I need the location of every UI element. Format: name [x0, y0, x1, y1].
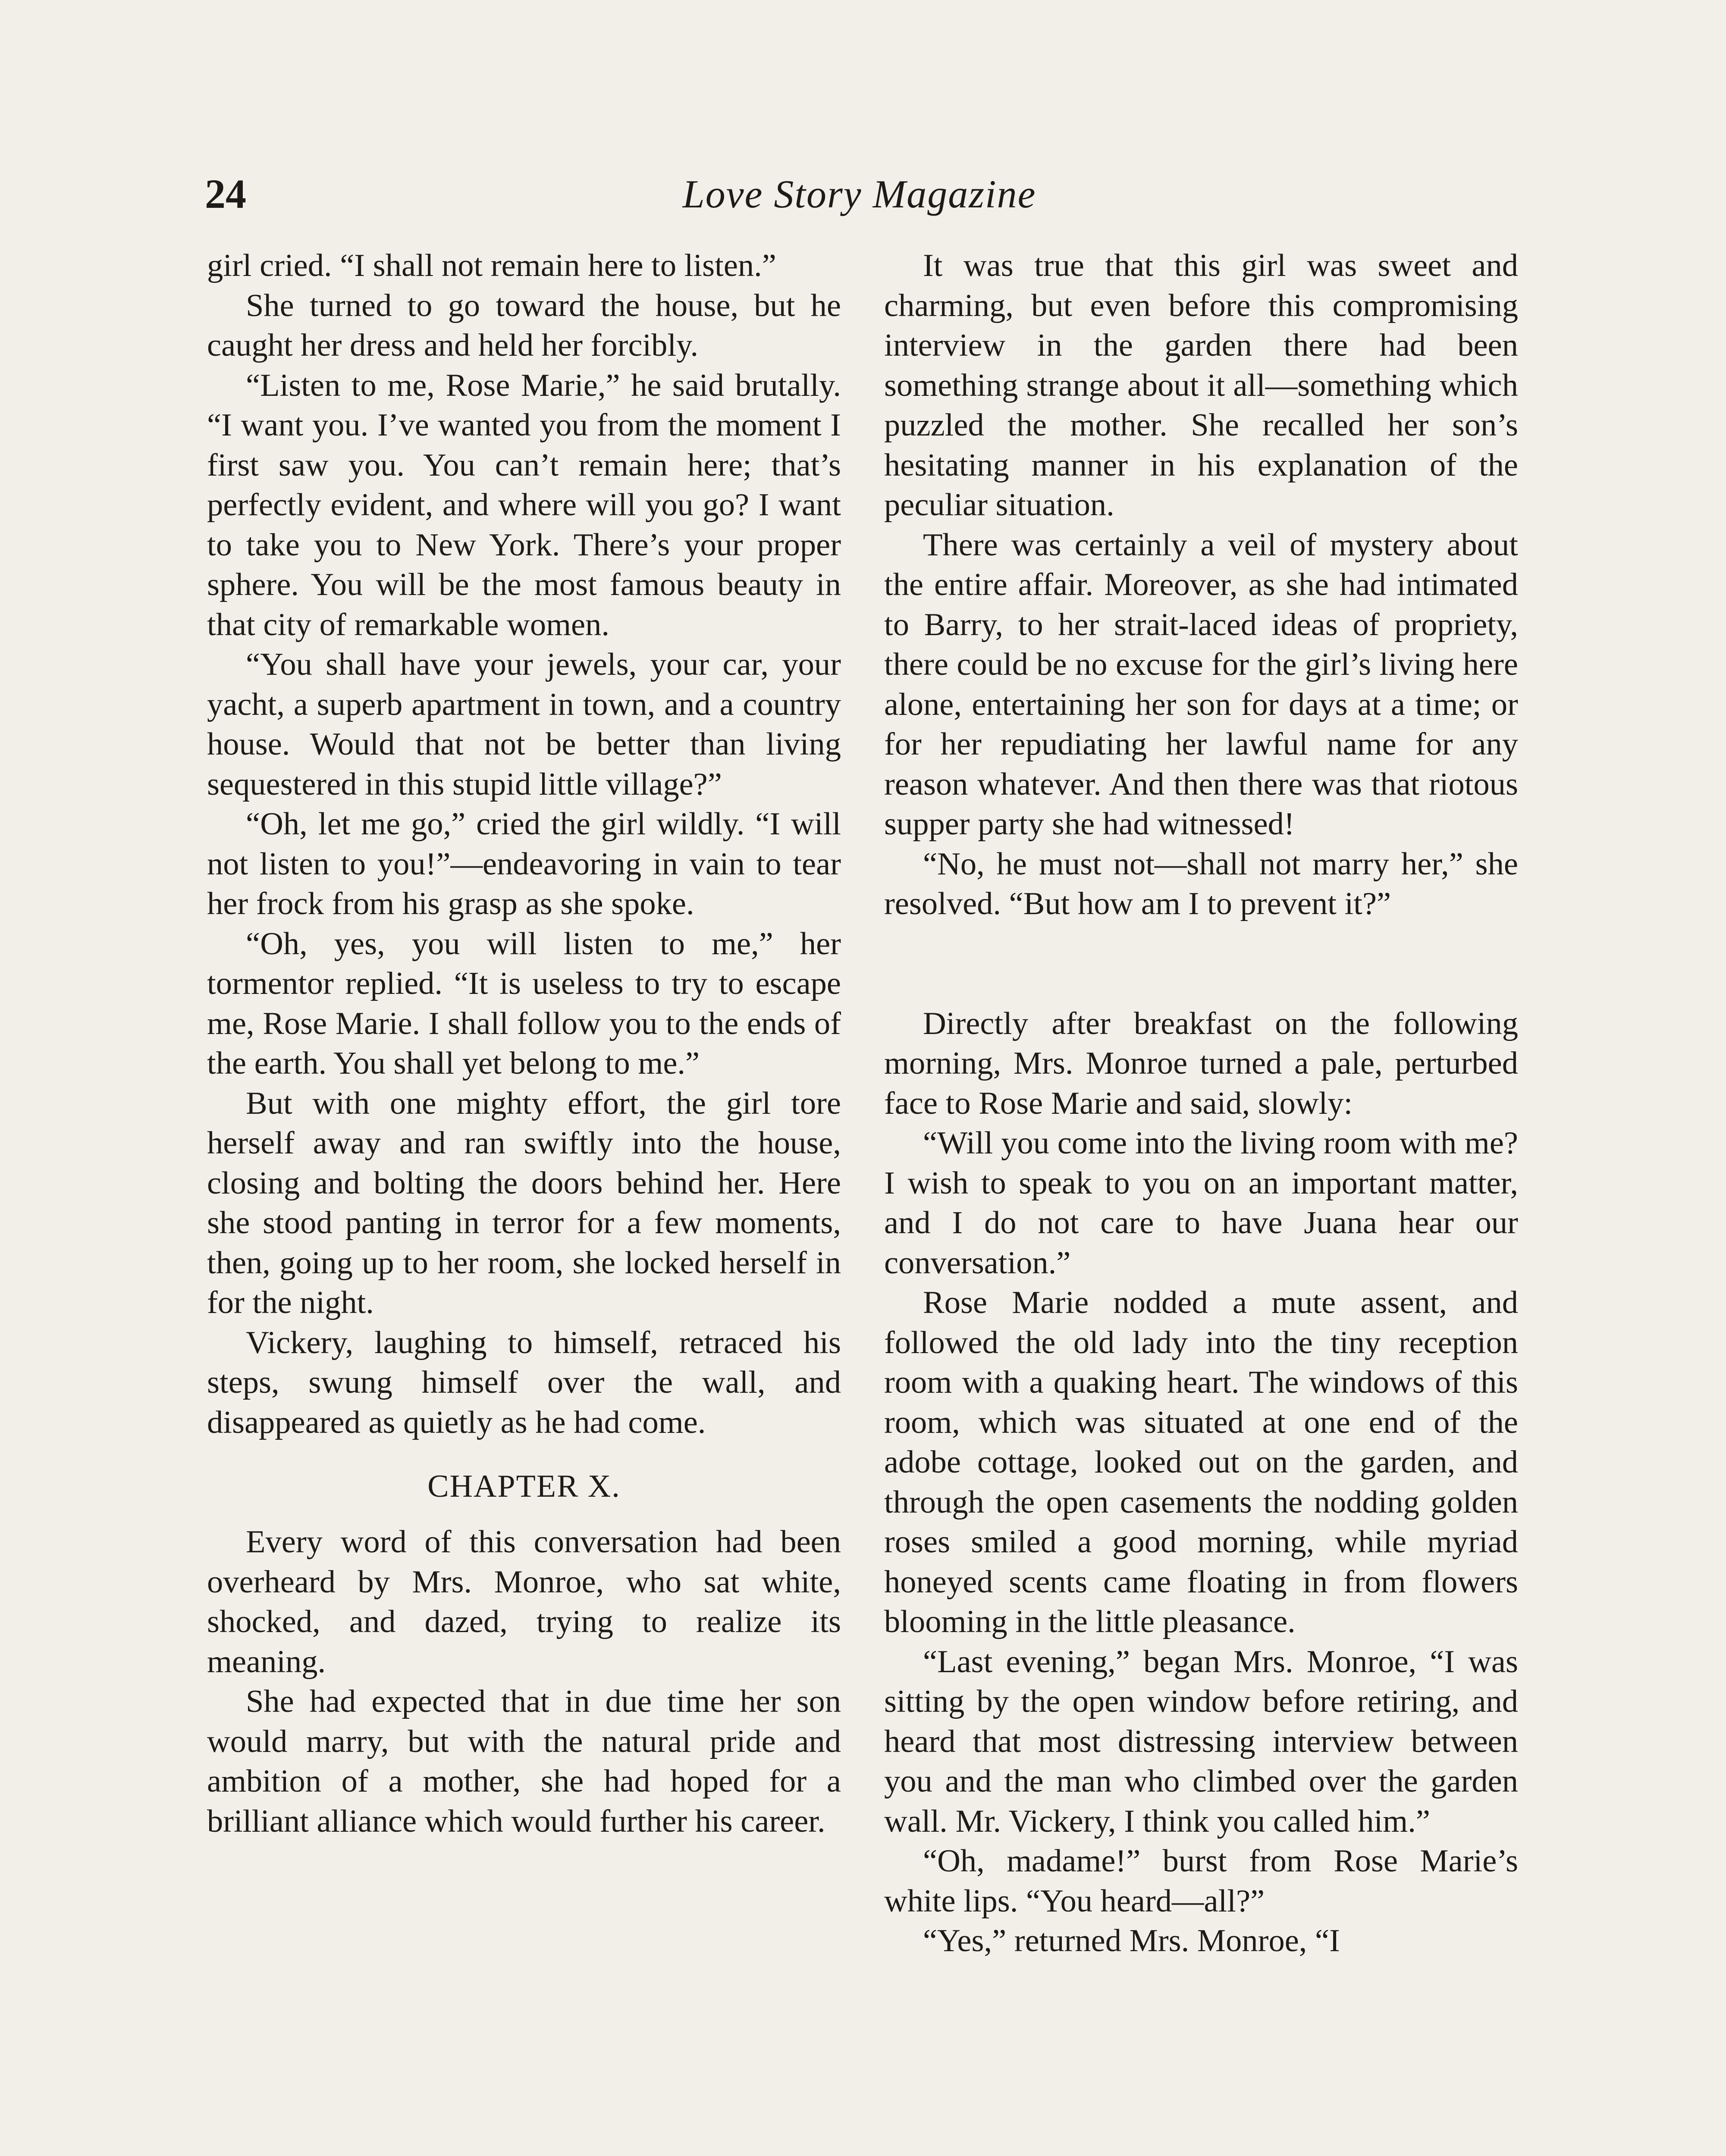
paragraph: She turned to go toward the house, but he caught her dress and held her forcibly. — [207, 288, 841, 363]
paragraph: “Oh, madame!” burst from Rose Marie’s white lips. “You heard—all?” — [884, 1843, 1518, 1919]
left-column — [207, 246, 841, 1841]
paragraph: “No, he must not—shall not marry her,” she resolved. “But how am I to prevent it?” — [884, 846, 1518, 921]
paragraph: “Listen to me, Rose Marie,” he said brutally. “I want you. I’ve wanted you from the moment I first saw you. You can’t remain here; that’s perfectly evident, and where will you go? I want to take you to New York. There’s your proper sphere. You will be the most famous beauty in that city of remarkable women. — [207, 367, 841, 642]
paragraph: “Will you come into the living room with me? I wish to speak to you on an important matter, and I do not care to have Juana hear our conversation.” — [884, 1125, 1518, 1281]
paragraph: “Yes,” returned Mrs. Monroe, “I — [923, 1923, 1340, 1959]
page-header — [205, 162, 1514, 226]
paragraph: “You shall have your jewels, your car, your yacht, a superb apartment in town, and a country house. Would that not be better than living sequestered in this stupid little village?” — [207, 647, 841, 802]
paragraph: Every word of this conversation had been overheard by Mrs. Monroe, who sat white, shocked, and dazed, trying to realize its meaning. — [207, 1524, 841, 1680]
chapter-heading: CHAPTER X. — [427, 1469, 621, 1504]
right-column — [884, 246, 1518, 1961]
paragraph: “Oh, yes, you will listen to me,” her tormentor replied. “It is useless to try to escape me, Rose Marie. I shall follow you to the ends of the earth. You shall yet belong to me.” — [207, 926, 841, 1081]
paragraph: Rose Marie nodded a mute assent, and followed the old lady into the tiny reception room with a quaking heart. The windows of this room, which was situated at one end of the adobe cottage, looked out on the garden, and through the open casements the nodding golden roses smiled a good morning, while myriad honeyed scents came floating in from flowers blooming in the little pleasance. — [884, 1285, 1518, 1639]
paragraph: But with one mighty effort, the girl tore herself away and ran swiftly into the house, closing and bolting the doors behind her. Here she stood panting in terror for a few moments, then, going up to her room, she locked herself in for the night. — [207, 1085, 841, 1320]
paragraph: It was true that this girl was sweet and charming, but even before this compromising interview in the garden there had been something strange about it all—something which puzzled the mother. She recalled her son’s hesitating manner in his explanation of the peculiar situation. — [884, 248, 1518, 523]
running-title: Love Story Magazine — [682, 172, 1036, 216]
page-number: 24 — [205, 171, 246, 217]
paragraph: There was certainly a veil of mystery about the entire affair. Moreover, as she had intimated to Barry, to her strait-laced ideas of propriety, there could be no excuse for the girl’s living here alone, entertaining her son for days at a time; or for her repudiating her lawful name for any reason whatever. And then there was that riotous supper party she had witnessed! — [884, 527, 1518, 842]
paragraph: girl cried. “I shall not remain here to listen.” — [207, 248, 776, 283]
paragraph: She had expected that in due time her son would marry, but with the natural pride and ambition of a mother, she had hoped for a brilliant alliance which would further his career. — [207, 1684, 841, 1839]
paragraph: Vickery, laughing to himself, retraced his steps, swung himself over the wall, and disappeared as quietly as he had come. — [207, 1325, 841, 1440]
paragraph: Directly after breakfast on the following morning, Mrs. Monroe turned a pale, perturbed face to Rose Marie and said, slowly: — [884, 1006, 1518, 1121]
paragraph: “Last evening,” began Mrs. Monroe, “I was sitting by the open window before retiring, and heard that most distressing interview between you and the man who climbed over the garden wall. Mr. Vickery, I think you called him.” — [884, 1644, 1518, 1839]
paragraph: “Oh, let me go,” cried the girl wildly. “I will not listen to you!”—endeavoring in vain to tear her frock from his grasp as she spoke. — [207, 806, 841, 921]
